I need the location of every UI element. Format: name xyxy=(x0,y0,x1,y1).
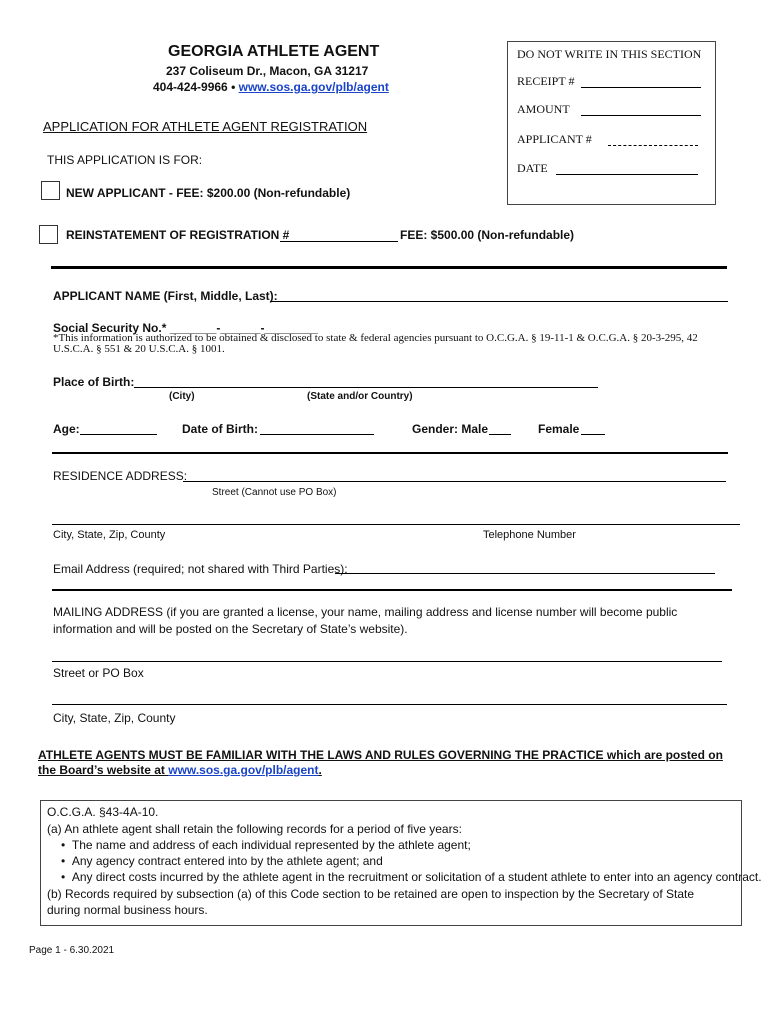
office-use-box xyxy=(507,41,716,205)
agency-contact xyxy=(153,80,389,94)
gender-female-label: Female xyxy=(538,422,580,436)
mailing-city-line[interactable] xyxy=(52,704,727,705)
application-for-label: THIS APPLICATION IS FOR: xyxy=(47,153,203,167)
agency-website-link[interactable]: www.sos.ga.gov/plb/agent xyxy=(238,80,389,94)
dob-label: Date of Birth: xyxy=(182,422,258,436)
agency-address: 237 Coliseum Dr., Macon, GA 31217 xyxy=(166,64,369,78)
law-box xyxy=(40,800,762,926)
ssn-label: Social Security No.* _______-______-________ xyxy=(53,321,318,335)
law-bullet-2: • Any agency contract entered into by the athlete agent; and xyxy=(61,854,383,868)
female-line[interactable] xyxy=(581,434,605,435)
state-country-caption: (State and/or Country) xyxy=(307,391,413,402)
law-bullet-3: • Any direct costs incurred by the athlete agent in the recruitment or solicitation of a student athlete to enter into an agency contract. xyxy=(61,870,762,884)
applicant-number-label: APPLICANT # xyxy=(517,132,592,146)
form-title: APPLICATION FOR ATHLETE AGENT REGISTRATION xyxy=(43,119,368,134)
receipt-label: RECEIPT # xyxy=(517,74,575,88)
applicant-name-label: APPLICANT NAME (First, Middle, Last): xyxy=(53,289,278,303)
city-caption: (City) xyxy=(169,391,195,402)
amount-label: AMOUNT xyxy=(517,102,570,116)
reinstatement-checkbox[interactable] xyxy=(39,225,58,244)
applicant-number-line xyxy=(608,145,698,146)
city-state-caption: City, State, Zip, County xyxy=(53,529,166,541)
receipt-line xyxy=(581,87,701,88)
section-divider xyxy=(51,266,727,269)
date-label: DATE xyxy=(517,161,548,175)
place-of-birth-line[interactable] xyxy=(134,387,598,388)
law-bullet-1: • The name and address of each individual represented by the athlete agent; xyxy=(61,838,471,852)
gender-male-label: Gender: Male xyxy=(412,422,489,436)
reinstatement-label: REINSTATEMENT OF REGISTRATION # xyxy=(66,228,290,242)
residence-label: RESIDENCE ADDRESS: xyxy=(53,469,188,483)
residence-street-line[interactable] xyxy=(183,481,726,482)
registration-number-line[interactable] xyxy=(280,241,398,242)
applicant-name-line[interactable] xyxy=(270,301,728,302)
email-line[interactable] xyxy=(335,573,715,574)
amount-line xyxy=(581,115,701,116)
email-label: Email Address (required; not shared with Third Parties): xyxy=(53,562,348,576)
street-caption: Street (Cannot use PO Box) xyxy=(212,487,337,498)
new-applicant-checkbox[interactable] xyxy=(41,181,60,200)
telephone-caption: Telephone Number xyxy=(483,529,576,541)
office-box-title: DO NOT WRITE IN THIS SECTION xyxy=(517,47,702,61)
residence-city-line[interactable] xyxy=(52,524,740,525)
law-subsection-a: (a) An athlete agent shall retain the following records for a period of five years: xyxy=(47,822,462,836)
place-of-birth-label: Place of Birth: xyxy=(53,375,135,389)
laws-notice-link[interactable]: www.sos.ga.gov/plb/agent xyxy=(168,763,319,777)
agency-title: GEORGIA ATHLETE AGENT xyxy=(168,43,380,60)
agency-phone: 404-424-9966 • xyxy=(153,80,236,94)
mailing-street-line[interactable] xyxy=(52,661,722,662)
dob-line[interactable] xyxy=(260,434,374,435)
reinstatement-fee: FEE: $500.00 (Non-refundable) xyxy=(400,228,575,242)
date-line xyxy=(556,174,698,175)
street-po-caption: Street or PO Box xyxy=(53,666,144,680)
new-applicant-label: NEW APPLICANT - FEE: $200.00 (Non-refundable) xyxy=(66,186,351,200)
section-divider-3 xyxy=(52,589,732,591)
laws-notice xyxy=(38,748,728,778)
age-label: Age: xyxy=(53,422,80,436)
law-heading: O.C.G.A. §43-4A-10. xyxy=(47,805,159,819)
age-line[interactable] xyxy=(80,434,157,435)
male-line[interactable] xyxy=(489,434,511,435)
laws-notice-text: ATHLETE AGENTS MUST BE FAMILIAR WITH THE LAWS AND RULES GOVERNING THE PRACTICE which are posted on the Board’s website at xyxy=(38,748,723,777)
law-subsection-b: (b) Records required by subsection (a) of this Code section to be retained are open to inspection by the Secretary of State during normal business hours. xyxy=(47,887,695,917)
laws-notice-period: . xyxy=(318,763,322,777)
page-footer: Page 1 - 6.30.2021 xyxy=(29,945,115,956)
mailing-address-label: MAILING ADDRESS (if you are granted a license, your name, mailing address and license number will become public information and will be posted on the Secretary of State’s website). xyxy=(53,605,678,636)
section-divider-2 xyxy=(52,452,728,454)
ssn-note: *This information is authorized to be obtained & disclosed to state & federal agencies pursuant to O.C.G.A. § 19-11-1 & O.C.G.A. § 20-3-295, 42 U.S.C.A. § 551 & 20 U.S.C.A. § 1001. xyxy=(53,332,698,355)
mailing-city-caption: City, State, Zip, County xyxy=(53,711,176,725)
